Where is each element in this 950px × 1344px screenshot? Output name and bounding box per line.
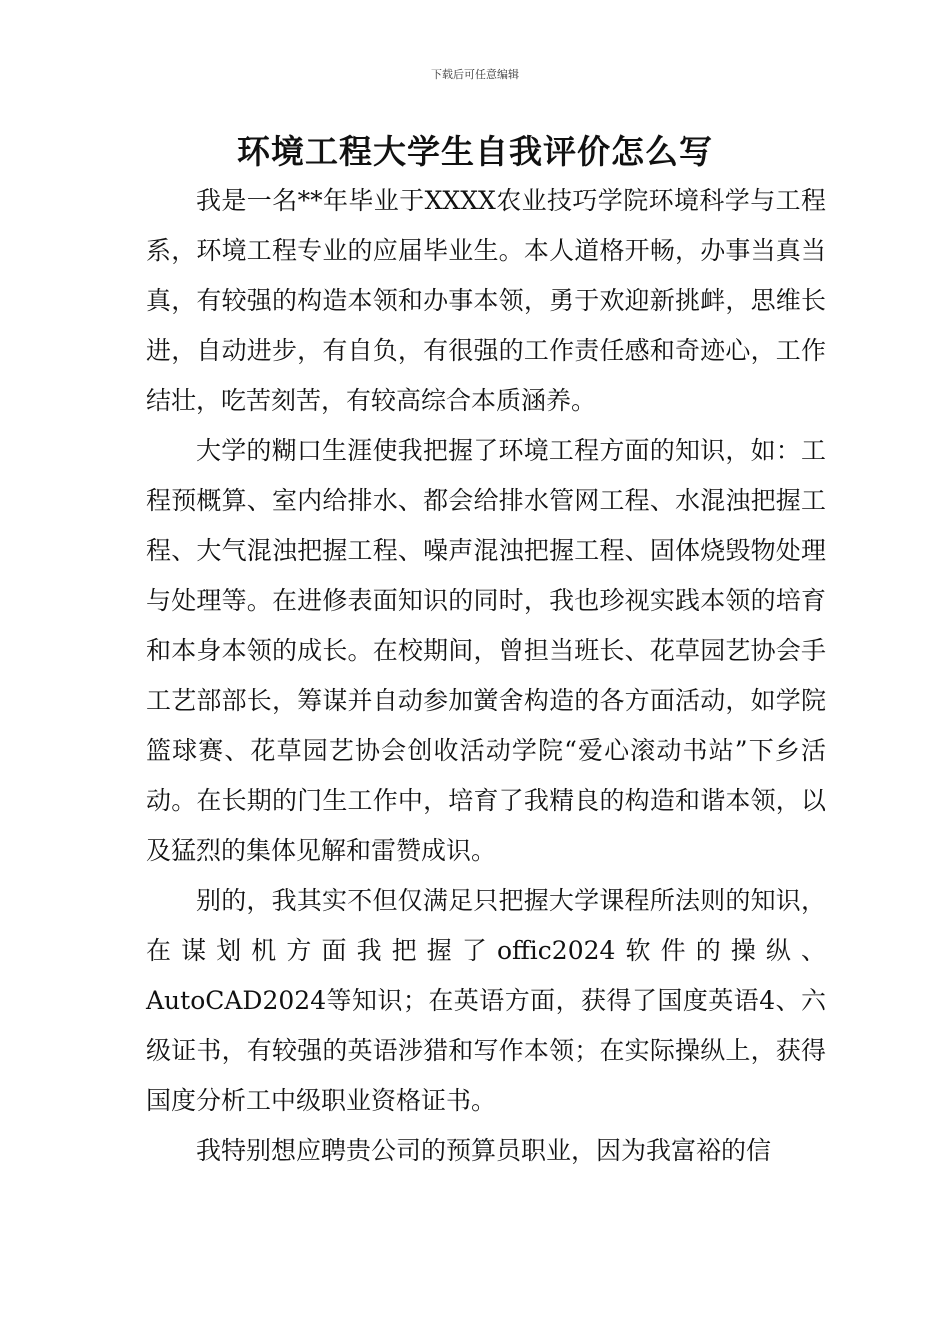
paragraph-1: 我是一名**年毕业于XXXX农业技巧学院环境科学与工程系，环境工程专业的应届毕业生。本人道格开畅，办事当真当真，有较强的构造本领和办事本领，勇于欢迎新挑衅，思维长进，自动进步，有自负，有很强的工作责任感和奇迹心，工作结壮，吃苦刻苦，有较高综合本质涵养。 xyxy=(146,186,826,415)
paragraph-3: 别的，我其实不但仅满足只把握大学课程所法则的知识，在谋划机方面我把握了offic2024软件的操纵、AutoCAD2024等知识；在英语方面，获得了国度英语4、六级证书，有较强的英语涉猎和写作本领；在实际操纵上，获得国度分析工中级职业资格证书。 xyxy=(146,886,826,1115)
document-title: 环境工程大学生自我评价怎么写 xyxy=(237,132,713,171)
document-body xyxy=(146,176,826,1176)
paragraph-2: 大学的糊口生涯使我把握了环境工程方面的知识，如：工程预概算、室内给排水、都会给排水管网工程、水混浊把握工程、大气混浊把握工程、噪声混浊把握工程、固体烧毁物处理与处理等。在进修表面知识的同时，我也珍视实践本领的培育和本身本领的成长。在校期间，曾担当班长、花草园艺协会手工艺部部长，筹谋并自动参加黉舍构造的各方面活动，如学院篮球赛、花草园艺协会创收活动学院“爱心滚动书站”下乡活动。在长期的门生工作中，培育了我精良的构造和谐本领，以及猛烈的集体见解和雷赞成识。 xyxy=(146,436,826,865)
header-note: 下载后可任意编辑 xyxy=(431,68,519,81)
paragraph-4: 我特别想应聘贵公司的预算员职业，因为我富裕的信 xyxy=(196,1136,772,1165)
